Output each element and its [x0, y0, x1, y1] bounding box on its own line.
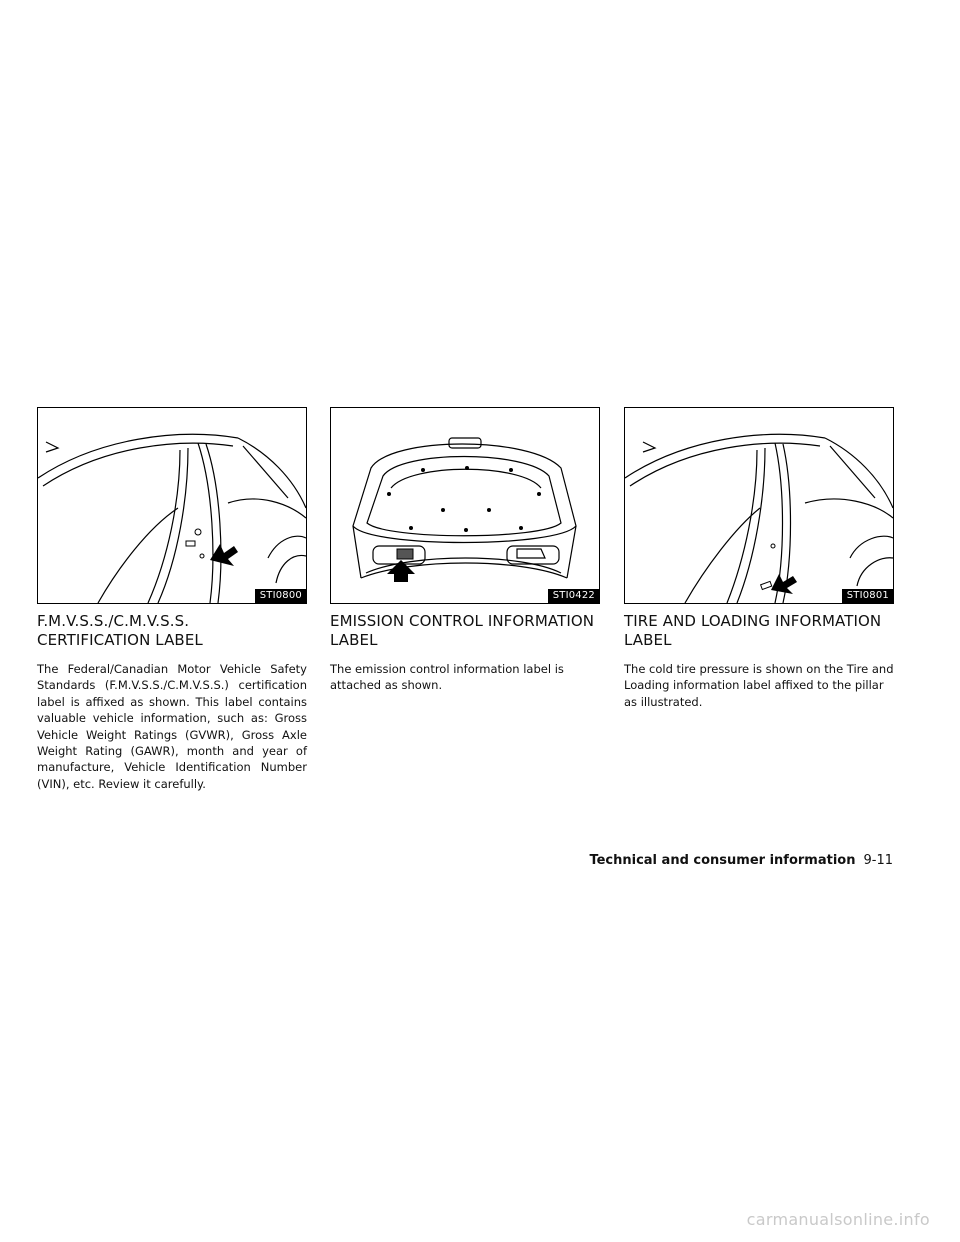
footer-section-name: Technical and consumer information [589, 853, 856, 868]
section-title: F.M.V.S.S./C.M.V.S.S. CERTIFICATION LABEL [37, 612, 203, 649]
section-title: EMISSION CONTROL INFORMATION LABEL [330, 612, 595, 649]
section-body: The cold tire pressure is shown on the Tire and Loading information label affixed to the pillar as illustrated. [624, 662, 894, 709]
section-tire-loading-label [624, 407, 894, 710]
figure-door-pillar-tire-label [624, 407, 894, 604]
section-title: TIRE AND LOADING INFORMATION LABEL [624, 612, 882, 649]
figure-code: STI0800 [255, 589, 306, 603]
hood-underside-illustration [331, 408, 599, 603]
section-body: The Federal/Canadian Motor Vehicle Safety Standards (F.M.V.S.S./C.M.V.S.S.) certification label is affixed as shown. This label contains valuable vehicle information, such as: Gross Vehicle Weight Ratings (GVWR), Gross Axle Weight Rating (GAWR), month and year of manufacture, Vehicle Identification Number (VIN), etc. Review it carefully. [37, 662, 307, 791]
section-body: The emission control information label is attached as shown. [330, 662, 564, 693]
label-arrow-icon [387, 560, 415, 582]
label-arrow-icon [771, 574, 797, 594]
figure-hood-underside-emission [330, 407, 600, 604]
page-number: 9-11 [863, 853, 893, 868]
figure-code: STI0801 [842, 589, 893, 603]
section-emission-label [330, 407, 600, 694]
figure-door-pillar-certification [37, 407, 307, 604]
page-footer [589, 853, 893, 868]
watermark: carmanualsonline.info [746, 1210, 930, 1229]
label-arrow-icon [210, 544, 238, 566]
figure-code: STI0422 [548, 589, 599, 603]
door-pillar-illustration [625, 408, 893, 603]
section-certification-label [37, 407, 307, 792]
door-pillar-illustration [38, 408, 306, 603]
